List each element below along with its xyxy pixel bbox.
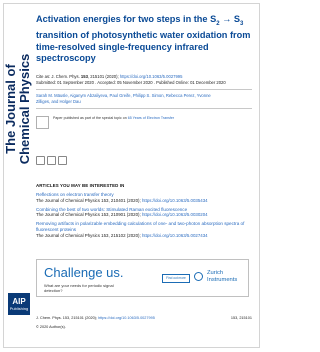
logo-sub: Publishing: [9, 306, 29, 311]
journal-name-line2: Chemical Physics: [17, 53, 32, 165]
copyright: © 2020 Author(s).: [36, 324, 66, 329]
collection-thumbnail[interactable]: [36, 116, 49, 129]
ad-headline: Challenge us.: [44, 265, 124, 280]
ad-brand: Zurich Instruments: [207, 270, 238, 283]
journal-name-line1: The Journal of: [3, 64, 18, 154]
related-article-title[interactable]: Removing artifacts in polarizable embedding calculations of one- and two-photon absorption spectra of fluorescent proteins: [36, 221, 245, 232]
article-title: Activation energies for two steps in the $S_2 \to S_3$ transition of photosynthetic water oxidation from time-resolved single-frequency infrared spectroscopy: [36, 14, 251, 64]
article-tools: [36, 154, 252, 164]
export-citation-icon[interactable]: [47, 156, 56, 165]
collection-link[interactable]: 65 Years of Electron Transfer: [127, 116, 175, 121]
related-heading: ARTICLES YOU MAY BE INTERESTED IN: [36, 183, 125, 188]
citation-doi-link[interactable]: https://doi.org/10.1063/5.0027995: [119, 74, 183, 80]
view-online-icon[interactable]: [36, 156, 45, 165]
related-article-doi[interactable]: https://doi.org/10.1063/5.0030204: [141, 212, 208, 218]
divider: [36, 89, 252, 90]
related-articles: [36, 183, 252, 242]
page-footer: J. Chem. Phys. 153, 215101 (2020); https://doi.org/10.1063/5.0027995 153, 215101 © 2020 Author(s).: [36, 316, 252, 329]
related-article: Removing artifacts in polarizable embedding calculations of one- and two-photon absorption spectra of fluorescent proteins The Journal of Chemical Physics 153, 215102 (2020); https://doi.org/10.1063/5.0027434: [36, 221, 252, 238]
zurich-instruments-logo-icon: [194, 272, 203, 281]
aip-publishing-logo[interactable]: [8, 293, 30, 315]
related-article: Reflections on electron transfer theory The Journal of Chemical Physics 153, 210401 (2020); https://doi.org/10.1063/5.0035434: [36, 192, 252, 203]
special-topic: Paper published as part of the special topic on 65 Years of Electron Transfer: [36, 116, 252, 129]
journal-spine: [4, 4, 32, 226]
ad-subtext: What are your needs for periodic signal detection?: [44, 283, 114, 293]
citation: Cite as: J. Chem. Phys. 153, 215101 (2020); https://doi.org/10.1063/5.0027995 Submitted: 01 September 2020 . Accepted: 05 November 2020 . Published Online: 01 December 2020: [36, 74, 252, 85]
footer-page: 153, 215101: [230, 316, 252, 320]
crossmark-icon[interactable]: [58, 156, 67, 165]
divider: [36, 108, 252, 109]
publication-dates: Submitted: 01 September 2020 . Accepted: 05 November 2020 . Published Online: 01 December 2020: [36, 80, 226, 86]
footer-doi-link[interactable]: https://doi.org/10.1063/5.0027995: [98, 316, 155, 320]
article-header: [36, 14, 252, 129]
ad-find-out-more-button[interactable]: Find out more: [162, 274, 190, 283]
related-article-doi[interactable]: https://doi.org/10.1063/5.0027434: [141, 232, 208, 238]
logo-name: AIP: [12, 297, 26, 306]
related-article-title[interactable]: Combining the best of two worlds: Stimulated Raman excited fluorescence: [36, 206, 188, 212]
related-article-title[interactable]: Reflections on electron transfer theory: [36, 192, 114, 197]
advertisement-banner[interactable]: [36, 259, 249, 297]
related-article: Combining the best of two worlds: Stimulated Raman excited fluorescence The Journal of Chemical Physics 153, 210901 (2020); https://doi.org/10.1063/5.0030204: [36, 207, 252, 218]
related-article-doi[interactable]: https://doi.org/10.1063/5.0035434: [141, 197, 208, 203]
journal-name: [4, 4, 32, 214]
author-list[interactable]: Sarah M. Mäusle, Aiganym Abzaliyeva, Paul Greife, Philipp S. Simon, Rebecca Perez, Yvonne Zilliges, and Holger Dau: [36, 92, 211, 104]
